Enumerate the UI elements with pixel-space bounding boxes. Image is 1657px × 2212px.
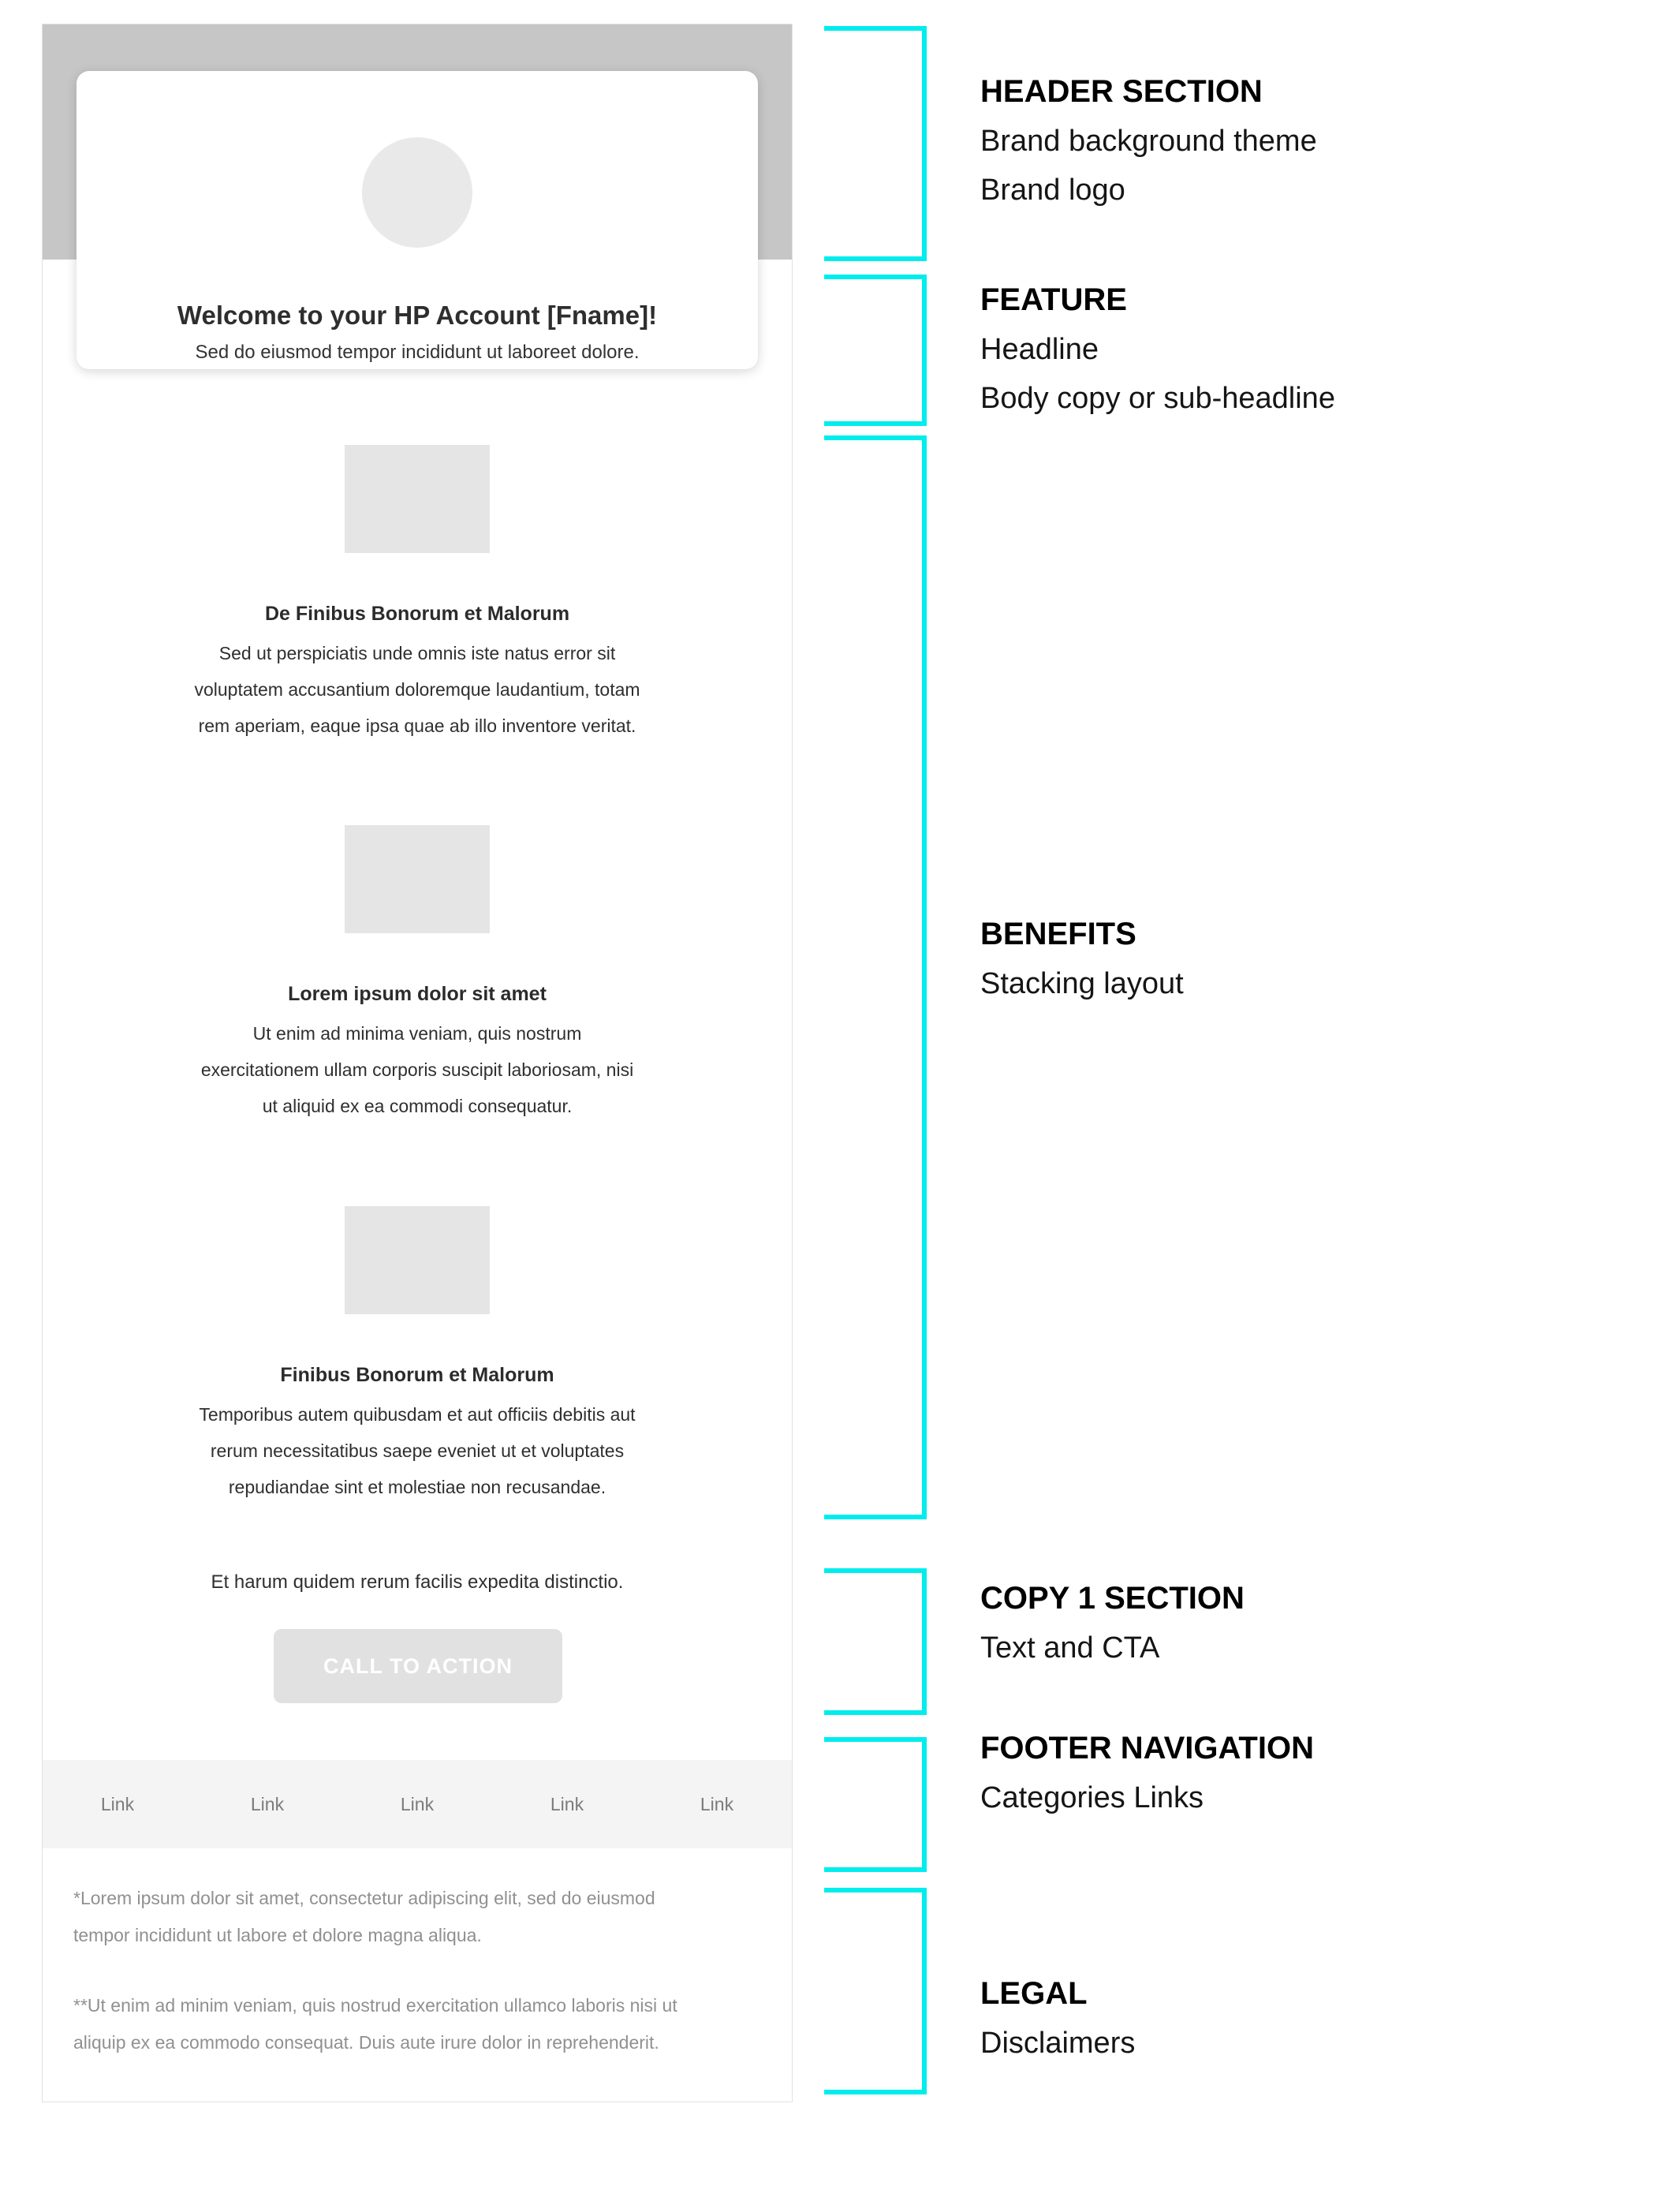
benefit-body-line: Sed ut perspiciatis unde omnis iste natus error sit [218,643,616,663]
bracket-benefits [824,435,927,1519]
annotation-title: BENEFITS [980,917,1136,951]
annotation-line: Stacking layout [980,967,1184,1000]
benefit-title: Finibus Bonorum et Malorum [280,1364,554,1386]
annotation-feature [980,281,1580,417]
benefit-body-line: voluptatem accusantium doloremque laudantium, totam [194,679,640,700]
bracket-legal [824,1888,927,2094]
annotation-title: LEGAL [980,1976,1088,2011]
benefit-body [43,1015,792,1124]
legal-paragraph [73,1987,759,2061]
legal-section [73,1880,759,2094]
benefit-body-line: Temporibus autem quibusdam et aut officiis debitis aut [199,1404,636,1425]
benefit-body [43,635,792,744]
legal-paragraph [73,1880,759,1954]
annotation-line: Brand logo [980,174,1125,207]
footer-link[interactable]: Link [100,1793,135,1814]
footer-nav [43,1760,792,1848]
copy-text: Et harum quidem rerum facilis expedita distinctio. [211,1571,624,1593]
footer-link[interactable]: Link [400,1793,435,1814]
email-template [42,24,793,2102]
legal-line: tempor incididunt ut labore et dolore magna aliqua. [73,1925,482,1945]
annotation-line: Categories Links [980,1781,1204,1814]
benefit-body-line: Ut enim ad minima veniam, quis nostrum [252,1023,582,1044]
bracket-footer-navigation [824,1737,927,1872]
benefit-item [43,825,792,1124]
benefit-body-line: repudiandae sint et molestiae non recusandae. [228,1477,606,1497]
bracket-feature [824,275,927,426]
annotation-title: FOOTER NAVIGATION [980,1731,1314,1765]
footer-link[interactable]: Link [700,1793,734,1814]
legal-line: **Ut enim ad minim veniam, quis nostrud exercitation ullamco laboris nisi ut [73,1995,677,2016]
annotation-header-section [980,73,1580,208]
annotation-title: COPY 1 SECTION [980,1581,1245,1616]
email-subheadline: Sed do eiusmod tempor incididunt ut laboreet dolore. [195,342,640,363]
benefit-image-placeholder [345,825,490,933]
annotation-legal [980,1975,1580,2061]
benefit-title: Lorem ipsum dolor sit amet [288,983,547,1005]
email-headline: Welcome to your HP Account [Fname]! [177,301,658,330]
annotation-title: HEADER SECTION [980,74,1263,109]
cta-button[interactable]: CALL TO ACTION [274,1629,562,1703]
annotation-line: Disclaimers [980,2027,1136,2060]
brand-logo-placeholder-icon [362,137,472,248]
benefit-body-line: ut aliquid ex ea commodi consequatur. [262,1096,573,1116]
legal-line: *Lorem ipsum dolor sit amet, consectetur adipiscing elit, sed do eiusmod [73,1888,655,1908]
benefit-image-placeholder [345,1206,490,1314]
annotation-line: Body copy or sub-headline [980,382,1335,415]
benefit-item [43,445,792,744]
bracket-header-section [824,26,927,261]
annotation-line: Text and CTA [980,1631,1160,1665]
benefit-body-line: rem aperiam, eaque ipsa quae ab illo inventore veritat. [198,716,636,736]
footer-link[interactable]: Link [250,1793,285,1814]
annotation-line: Brand background theme [980,125,1317,158]
benefit-body [43,1396,792,1505]
benefit-image-placeholder [345,445,490,553]
annotation-copy-1-section [980,1579,1580,1666]
benefit-body-line: rerum necessitatibus saepe eveniet ut et voluptates [210,1440,625,1461]
annotation-footer-navigation [980,1729,1580,1816]
bracket-copy-1-section [824,1568,927,1715]
annotation-title: FEATURE [980,282,1127,317]
annotation-line: Headline [980,333,1099,366]
benefit-item [43,1206,792,1505]
benefit-body-line: exercitationem ullam corporis suscipit laboriosam, nisi [200,1059,634,1080]
brand-card [77,71,758,369]
legal-line: aliquip ex ea commodo consequat. Duis aute irure dolor in reprehenderit. [73,2032,659,2053]
benefit-title: De Finibus Bonorum et Malorum [264,603,570,625]
annotation-benefits [980,915,1580,1002]
footer-link[interactable]: Link [550,1793,584,1814]
